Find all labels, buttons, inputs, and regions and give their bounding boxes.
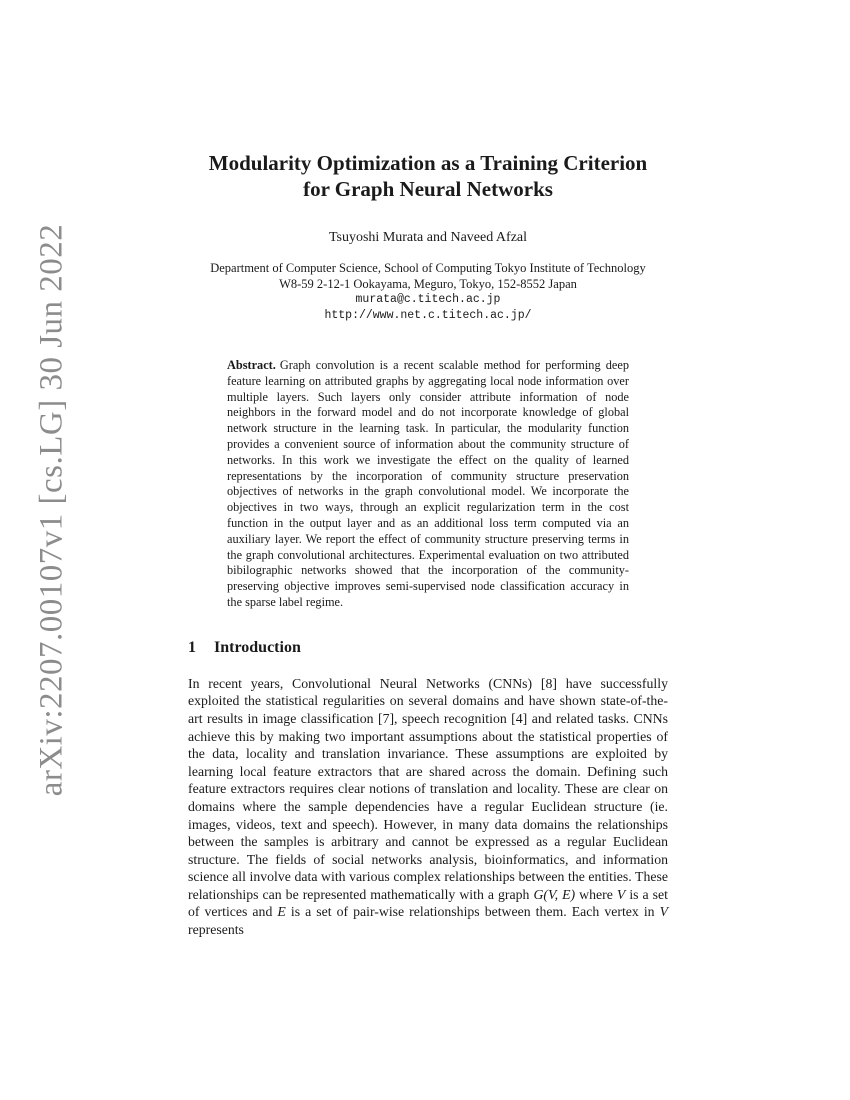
authors: Tsuyoshi Murata and Naveed Afzal — [328, 230, 528, 245]
section-number: 1 — [188, 638, 196, 656]
intro-text-main: In recent years, Convolutional Neural Networks (CNNs) [8] have successfully exploited the statistical regularities on several domains and have shown state-of-the-art results in image classification [7], speech recognition [4] and related tasks. CNNs achieve this by making two important assumptions about the statistical properties of the data, locality and translation invariance. These assumptions are exploited by learning local feature extractors that are shared across the domain. Defining such feature extractors requires clear notions of translation and locality. These are clear on domains where the sample dependencies have a regular Euclidean structure (ie. images, videos, text and speech). However, in many data domains the relationships between the samples is arbitrary and cannot be expressed as a regular Euclidean structure. The fields of social networks analysis, bioinformatics, and information science all involve data with various complex relationships between the entities. These relationships can be represented mathematically with a graph — [188, 675, 668, 902]
math-v-2: V — [659, 904, 669, 920]
math-graph: G(V, E) — [533, 886, 576, 902]
abstract-label: Abstract. — [227, 358, 276, 372]
title-line-2: for Graph Neural Networks — [303, 177, 553, 201]
paper-title — [188, 150, 668, 202]
intro-text-relationships: is a set of pair-wise relationships between them. Each vertex in — [290, 904, 655, 920]
paper-page — [188, 150, 668, 952]
affiliation — [188, 260, 668, 324]
title-line-1: Modularity Optimization as a Training Criterion — [208, 151, 648, 175]
section-title: Introduction — [214, 638, 301, 656]
math-e: E — [277, 904, 286, 920]
arxiv-identifier-stamp: arXiv:2207.00107v1 [cs.LG] 30 Jun 2022 — [33, 223, 70, 797]
abstract-text: Graph convolution is a recent scalable method for performing deep feature learning on attributed graphs by aggregating local node information over multiple layers. Such layers only consider attribute information of node neighbors in the forward model and do not incorporate knowledge of global network structure in the learning task. In particular, the modularity function provides a convenient source of information about the community structure of networks. In this work we investigate the effect on the quality of learned representations by the incorporation of community structure preservation objectives of networks in the graph convolutional model. We incorporate the objectives in two ways, through an explicit regularization term in the cost function in the output layer and as an additional loss term computed via an auxiliary layer. We report the effect of community structure preserving terms in the graph convolutional architectures. Experimental evaluation on two attributed bibilographic networks showed that the incorporation of the community-preserving objective improves semi-supervised node classification accuracy in the sparse label regime. — [227, 358, 629, 609]
abstract — [227, 358, 629, 611]
section-heading — [188, 639, 668, 657]
math-v: V — [616, 886, 626, 902]
intro-text-where: where — [579, 886, 613, 902]
intro-text-vertices: is a set of vertices and — [188, 886, 668, 920]
affiliation-address: W8-59 2-12-1 Ookayama, Meguro, Tokyo, 152-8552 Japan — [279, 277, 577, 291]
author-email: murata@c.titech.ac.jp — [355, 293, 501, 306]
intro-paragraph — [188, 675, 668, 939]
author-url: http://www.net.c.titech.ac.jp/ — [324, 309, 532, 322]
affiliation-department: Department of Computer Science, School of Computing Tokyo Institute of Technology — [210, 261, 646, 275]
intro-text-represents: represents — [188, 922, 244, 938]
